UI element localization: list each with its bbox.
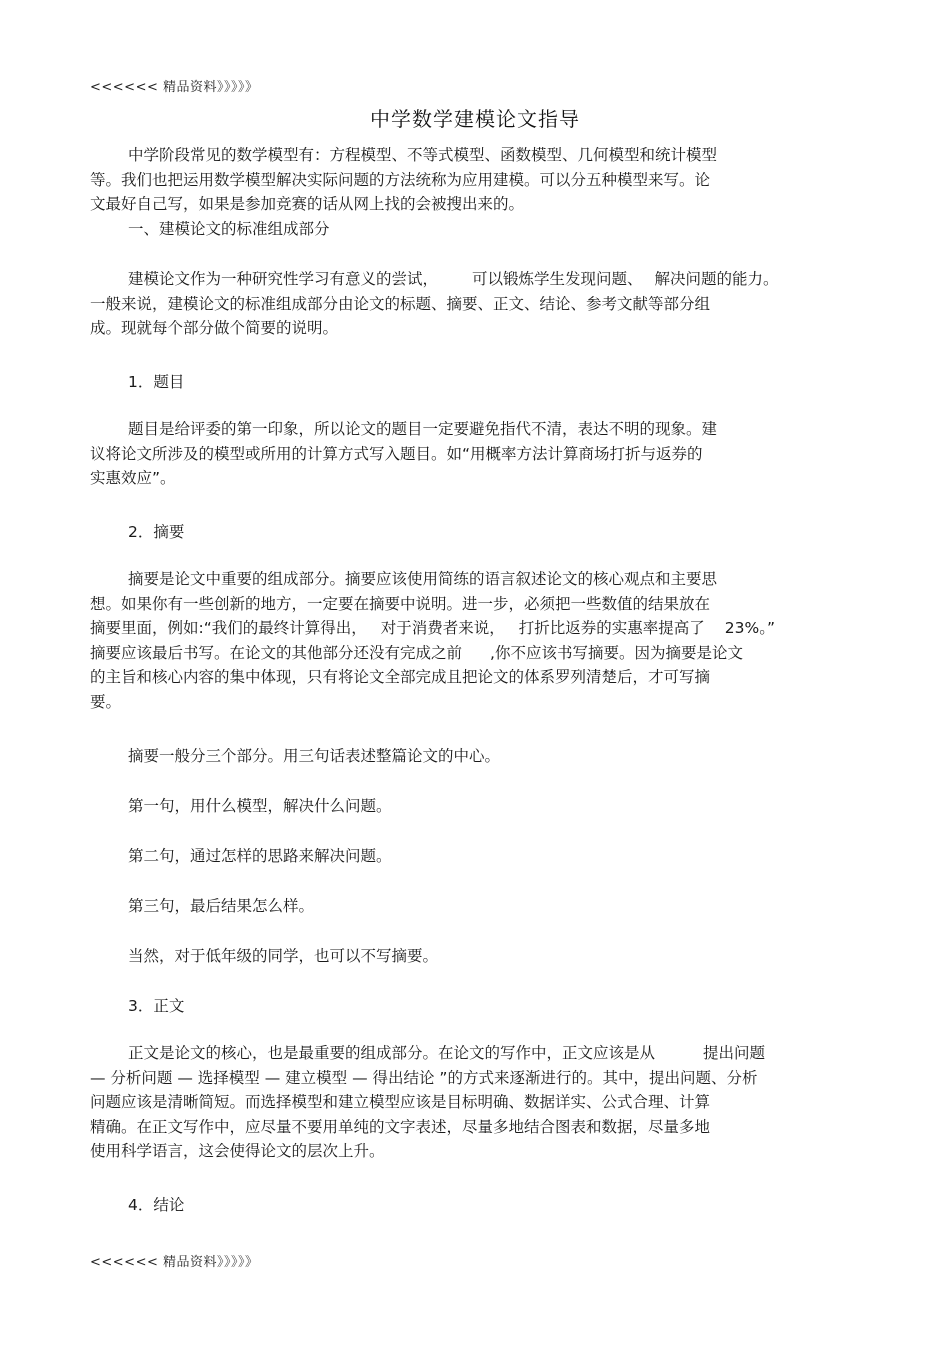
heading-conclusion: 4．结论 [128, 1196, 185, 1214]
sentence-three: 第三句，最后结果怎么样。 [128, 897, 315, 915]
paragraph-line: 问题应该是清晰简短。而选择模型和建立模型应该是目标明确、数据详实、公式合理、计算 [90, 1093, 711, 1111]
paragraph-line: 想。如果你有一些创新的地方，一定要在摘要中说明。进一步，必须把一些数值的结果放在 [90, 594, 711, 613]
paragraph-line [90, 641, 870, 666]
paragraph-line: 摘要是论文中重要的组成部分。摘要应该使用简练的语言叙述论文的核心观点和主要思 [128, 570, 718, 588]
paragraph-line: — 分析问题 — 选择模型 — 建立模型 — 得出结论 ”的方式来逐渐进行的。其中，提出问题、分析 [90, 1068, 758, 1087]
text-span: 可以锻炼学生发现问题、 [472, 270, 643, 288]
heading-body: 3．正文 [128, 997, 185, 1015]
intro-line: 文最好自己写，如果是参加竞赛的话从网上找的会被搜出来的。 [90, 195, 525, 213]
paragraph-abstract [90, 567, 870, 714]
paragraph-title [90, 417, 870, 491]
paragraph-line: 实惠效应”。 [90, 469, 176, 487]
paragraph-line [90, 616, 870, 641]
paragraph-line: 题目是给评委的第一印象，所以论文的题目一定要避免指代不清，表达不明的现象。建 [128, 420, 718, 438]
sentence-two: 第二句，通过怎样的思路来解决问题。 [128, 847, 392, 865]
paragraph-line [90, 267, 870, 292]
abstract-structure-line: 摘要一般分三个部分。用三句话表述整篇论文的中心。 [128, 747, 501, 765]
sentence-one: 第一句，用什么模型，解决什么问题。 [128, 797, 392, 815]
text-span: 对于消费者来说， [380, 619, 505, 637]
intro-line: 等。我们也把运用数学模型解决实际问题的方法统称为应用建模。可以分五种模型来写。论 [90, 170, 711, 189]
intro-line: 中学阶段常见的数学模型有：方程模型、不等式模型、函数模型、几何模型和统计模型 [128, 146, 718, 164]
text-span: 摘要里面，例如:“我们的最终计算得出， [90, 619, 367, 637]
intro-paragraph [90, 143, 870, 241]
paragraph-line: 的主旨和核心内容的集中体现，只有将论文全部完成且把论文的体系罗列清楚后，才可写摘 [90, 668, 711, 686]
page-header: <<<<<< 精品资料》》》》》 [90, 80, 259, 95]
paragraph-line: 要。 [90, 692, 122, 711]
text-span: 打折比返券的实惠率提高了 [518, 619, 705, 637]
paragraph-line: 使用科学语言，这会使得论文的层次上升。 [90, 1142, 385, 1160]
paragraph-line: 一般来说，建模论文的标准组成部分由论文的标题、摘要、正文、结论、参考文献等部分组 [90, 294, 711, 313]
paragraph-line: 精确。在正文写作中，应尽量不要用单纯的文字表述，尽量多地结合图表和数据，尽量多地 [90, 1117, 711, 1136]
section-heading: 一、建模论文的标准组成部分 [128, 219, 330, 238]
text-span: 建模论文作为一种研究性学习有意义的尝试， [128, 270, 439, 288]
text-span: 正文是论文的核心，也是最重要的组成部分。在论文的写作中，正文应该是从 [128, 1044, 656, 1062]
paragraph-standard-parts [90, 267, 870, 341]
paragraph-line: 成。现就每个部分做个简要的说明。 [90, 319, 339, 337]
heading-abstract: 2．摘要 [128, 523, 185, 541]
note-line: 当然，对于低年级的同学，也可以不写摘要。 [128, 947, 439, 965]
paragraph-line [90, 1041, 870, 1066]
text-span: 提出问题 [703, 1044, 766, 1062]
text-span: 摘要应该最后书写。在论文的其他部分还没有完成之前 [90, 643, 463, 662]
page-footer: <<<<<< 精品资料》》》》》 [90, 1255, 259, 1270]
text-span: ,你不应该书写摘要。因为摘要是论文 [490, 643, 743, 662]
text-span: 解决问题的能力。 [654, 270, 779, 288]
paragraph-line: 议将论文所涉及的模型或所用的计算方式写入题目。如“用概率方法计算商场打折与返券的 [90, 444, 703, 463]
heading-title: 1．题目 [128, 373, 185, 391]
document-title: 中学数学建模论文指导 [370, 107, 580, 131]
paragraph-body [90, 1041, 870, 1164]
text-span: 23%。” [724, 619, 776, 637]
